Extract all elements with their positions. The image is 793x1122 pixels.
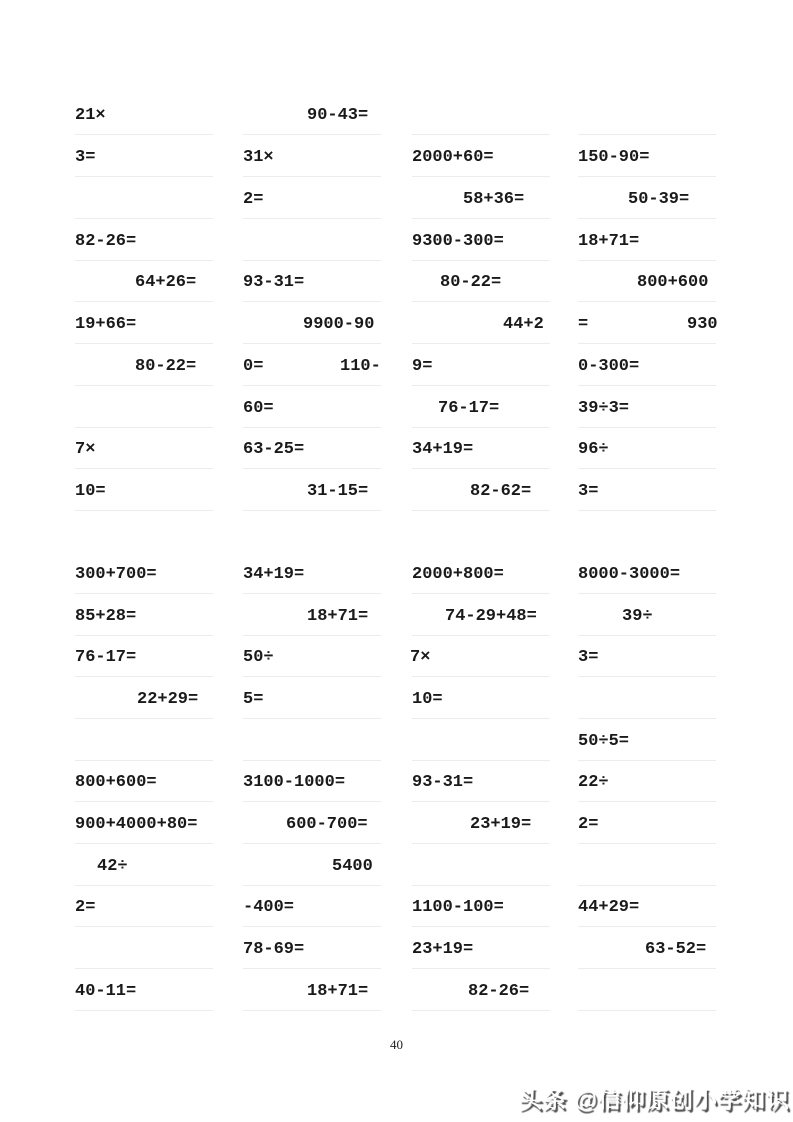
math-problem: 22+29= [137,690,199,709]
cell-border-line [243,427,381,428]
cell-border-line [243,968,381,969]
math-problem: 110- [340,357,381,376]
math-problem: 50÷ [243,648,274,667]
cell-border-line [412,676,550,677]
cell-border-line [75,843,213,844]
cell-border-line [75,301,213,302]
cell-border-line [412,635,550,636]
cell-border-line [243,260,381,261]
math-problem: 39÷ [622,607,653,626]
cell-border-line [243,468,381,469]
cell-border-line [243,343,381,344]
math-problem: 50÷5= [578,732,630,751]
cell-border-line [75,176,213,177]
math-problem: 74-29+48= [445,607,537,626]
math-problem: 44+2 [503,315,544,334]
math-problem: 800+600= [75,773,157,792]
cell-border-line [578,635,716,636]
math-problem: 93-31= [243,273,305,292]
cell-border-line [412,760,550,761]
cell-border-line [75,885,213,886]
cell-border-line [243,843,381,844]
math-problem: 3= [578,648,599,667]
cell-border-line [578,134,716,135]
math-problem: 60= [243,399,274,418]
math-problem: 2000+60= [412,148,494,167]
math-problem: 82-62= [470,482,532,501]
math-problem: 18+71= [307,607,369,626]
math-problem: 31× [243,148,274,167]
math-problem: 2= [243,190,264,209]
math-problem: 76-17= [75,648,137,667]
cell-border-line [578,926,716,927]
cell-border-line [243,176,381,177]
cell-border-line [412,218,550,219]
math-problem: 76-17= [438,399,500,418]
math-problem: 39÷3= [578,399,630,418]
cell-border-line [412,134,550,135]
math-problem: 1100-100= [412,898,504,917]
cell-border-line [412,718,550,719]
math-problem: -400= [243,898,295,917]
cell-border-line [412,176,550,177]
math-problem: 3= [75,148,96,167]
cell-border-line [243,926,381,927]
cell-border-line [75,1010,213,1011]
cell-border-line [75,260,213,261]
cell-border-line [578,593,716,594]
math-problem: 9900-90 [303,315,375,334]
math-problem: 5400 [332,857,373,876]
math-problem: 64+26= [135,273,197,292]
cell-border-line [578,427,716,428]
cell-border-line [75,676,213,677]
cell-border-line [578,801,716,802]
math-problem: 900+4000+80= [75,815,198,834]
math-problem: 18+71= [307,982,369,1001]
cell-border-line [243,593,381,594]
cell-border-line [578,218,716,219]
math-problem: 10= [75,482,106,501]
math-problem: 3= [578,482,599,501]
cell-border-line [412,1010,550,1011]
math-problem: 3100-1000= [243,773,346,792]
math-problem: 600-700= [286,815,368,834]
math-problem: 5= [243,690,264,709]
cell-border-line [578,885,716,886]
cell-border-line [75,427,213,428]
math-problem: 50-39= [628,190,690,209]
cell-border-line [412,926,550,927]
cell-border-line [412,260,550,261]
math-problem: 63-25= [243,440,305,459]
cell-border-line [75,218,213,219]
math-problem: 40-11= [75,982,137,1001]
cell-border-line [243,760,381,761]
math-problem: 78-69= [243,940,305,959]
cell-border-line [243,134,381,135]
math-problem: 90-43= [307,106,369,125]
math-problem: 2= [578,815,599,834]
cell-border-line [75,760,213,761]
cell-border-line [75,801,213,802]
cell-border-line [412,385,550,386]
math-problem: 80-22= [440,273,502,292]
math-problem: 22÷ [578,773,609,792]
math-problem: 21× [75,106,106,125]
cell-border-line [412,968,550,969]
math-problem: 58+36= [463,190,525,209]
math-problem: 2000+800= [412,565,504,584]
cell-border-line [75,468,213,469]
math-problem: 800+600 [637,273,709,292]
cell-border-line [412,468,550,469]
cell-border-line [412,593,550,594]
math-problem: 93-31= [412,773,474,792]
math-problem: 7× [75,440,96,459]
math-problem: 10= [412,690,443,709]
math-problem: 42÷ [97,857,128,876]
cell-border-line [75,718,213,719]
cell-border-line [578,676,716,677]
math-problem: 19+66= [75,315,137,334]
cell-border-line [75,635,213,636]
math-problem: 80-22= [135,357,197,376]
math-problem: 930 [687,315,718,334]
cell-border-line [412,343,550,344]
cell-border-line [75,343,213,344]
cell-border-line [412,843,550,844]
cell-border-line [412,801,550,802]
math-problem: 82-26= [468,982,530,1001]
cell-border-line [578,385,716,386]
page-number: 40 [390,1037,403,1052]
math-problem: 0-300= [578,357,640,376]
cell-border-line [243,1010,381,1011]
cell-border-line [578,468,716,469]
cell-border-line [243,718,381,719]
math-problem: 82-26= [75,232,137,251]
cell-border-line [75,134,213,135]
math-problem: 23+19= [470,815,532,834]
watermark: 头条 @信仰原创小学知识 [519,1086,790,1112]
cell-border-line [412,301,550,302]
math-problem: 63-52= [645,940,707,959]
math-problem: 9300-300= [412,232,504,251]
math-problem: 300+700= [75,565,157,584]
cell-border-line [243,385,381,386]
math-problem: 31-15= [307,482,369,501]
math-problem: 2= [75,898,96,917]
math-problem: 23+19= [412,940,474,959]
cell-border-line [578,1010,716,1011]
cell-border-line [578,968,716,969]
cell-border-line [75,968,213,969]
cell-border-line [578,260,716,261]
cell-border-line [75,593,213,594]
math-problem: 8000-3000= [578,565,681,584]
cell-border-line [243,801,381,802]
cell-border-line [578,176,716,177]
cell-border-line [578,760,716,761]
cell-border-line [578,343,716,344]
math-problem: 0= [243,357,264,376]
cell-border-line [75,926,213,927]
math-problem: = [578,315,589,334]
cell-border-line [243,885,381,886]
math-problem: 34+19= [243,565,305,584]
cell-border-line [412,885,550,886]
math-problem: 150-90= [578,148,650,167]
cell-border-line [412,510,550,511]
cell-border-line [75,510,213,511]
math-problem: 96÷ [578,440,609,459]
math-problem: 9= [412,357,433,376]
cell-border-line [578,510,716,511]
math-problem: 85+28= [75,607,137,626]
cell-border-line [75,385,213,386]
math-problem: 34+19= [412,440,474,459]
cell-border-line [578,843,716,844]
cell-border-line [243,676,381,677]
math-problem: 7× [410,648,431,667]
cell-border-line [412,427,550,428]
math-problem: 18+71= [578,232,640,251]
math-problem: 44+29= [578,898,640,917]
cell-border-line [243,635,381,636]
cell-border-line [243,510,381,511]
cell-border-line [243,301,381,302]
cell-border-line [578,718,716,719]
cell-border-line [243,218,381,219]
cell-border-line [578,301,716,302]
